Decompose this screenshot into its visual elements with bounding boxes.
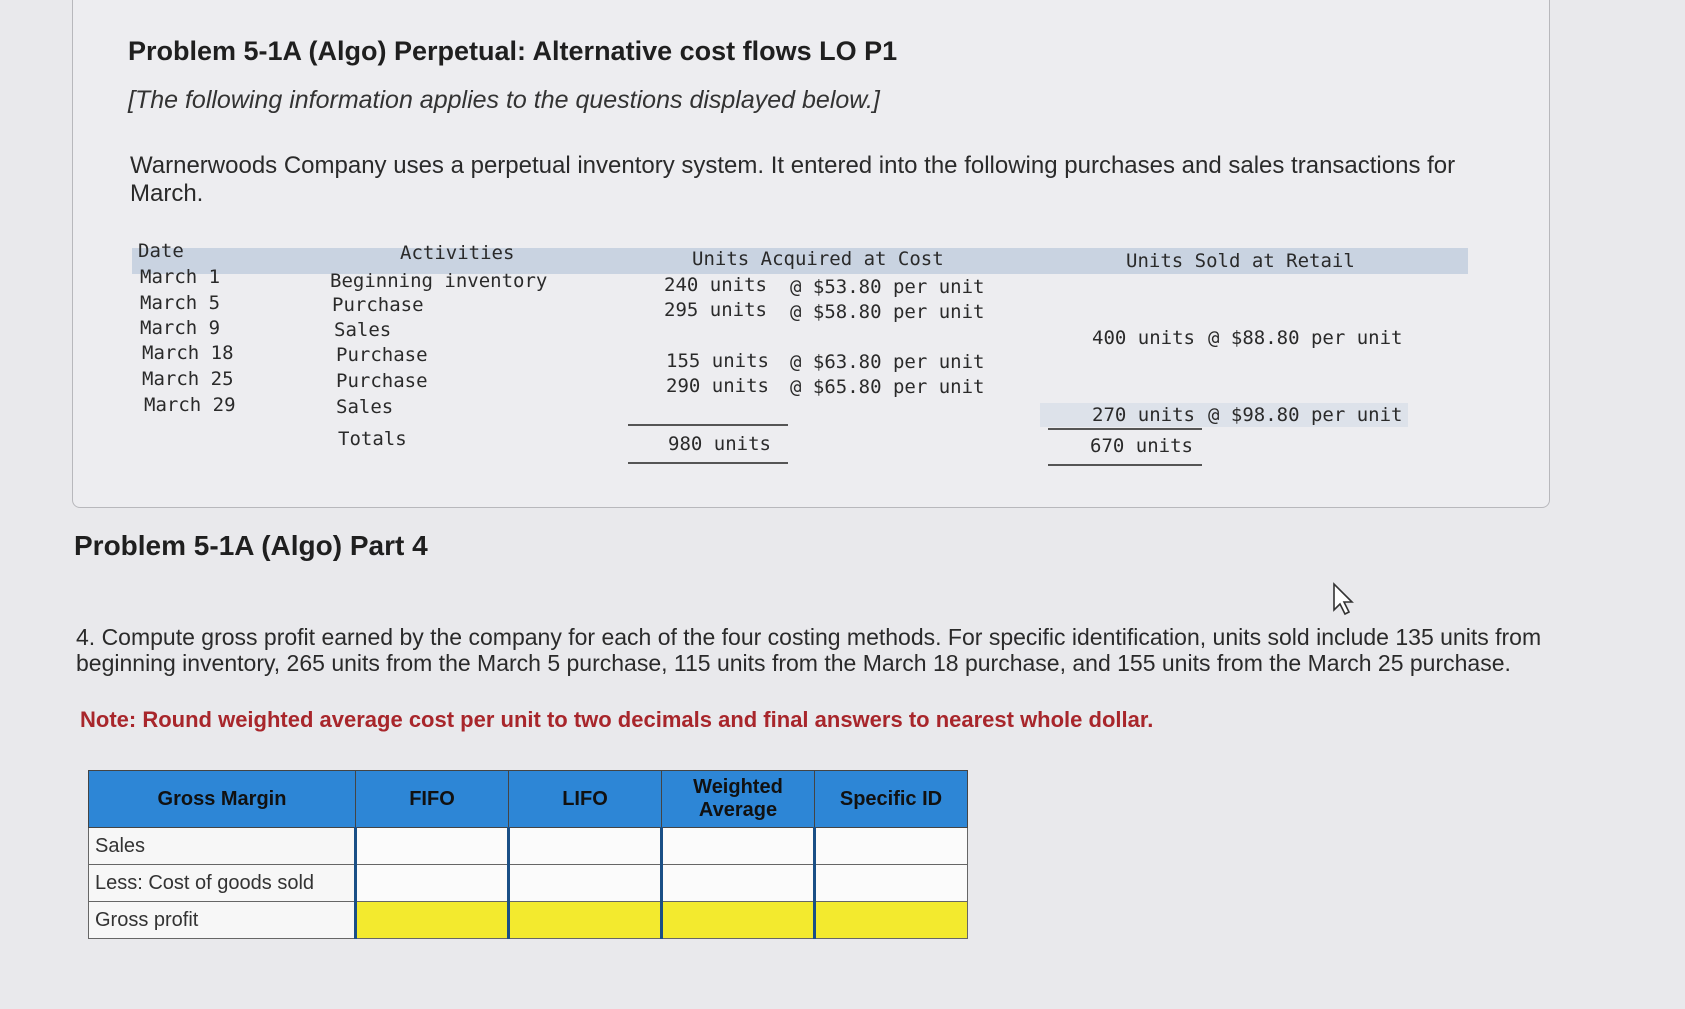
table-row	[89, 828, 968, 865]
row-date: March 25	[142, 368, 234, 390]
row-sold-units: 270 units	[1092, 404, 1195, 426]
cogs-lifo-input[interactable]	[509, 865, 662, 902]
col-header-gross-margin: Gross Margin	[89, 771, 356, 828]
row-acquired-cost: @ $65.80 per unit	[790, 376, 985, 398]
question-text: 4. Compute gross profit earned by the company for each of the four costing methods. For specific identification, units sold include 135 units from beginning inventory, 265 units from the March 5 purchase, 115 units from the March 18 purchase, and 155 units from the March 25 purchase.	[76, 624, 1542, 676]
row-sold-units: 400 units	[1092, 327, 1195, 349]
row-date: March 9	[140, 317, 221, 339]
row-date: March 29	[144, 394, 236, 416]
row-acquired-units: 240 units	[664, 274, 767, 296]
sold-total-rule	[1048, 464, 1202, 466]
sales-weighted-average-input[interactable]	[662, 828, 815, 865]
row-date: March 18	[142, 342, 234, 364]
row-label-sales: Sales	[89, 828, 356, 865]
row-activity: Purchase	[336, 344, 428, 366]
part-title: Problem 5-1A (Algo) Part 4	[74, 530, 428, 561]
row-acquired-cost: @ $53.80 per unit	[790, 276, 985, 298]
col-header-specific-id: Specific ID	[815, 771, 968, 828]
totals-label: Totals	[338, 428, 407, 450]
sales-lifo-input[interactable]	[509, 828, 662, 865]
row-date: March 1	[140, 266, 221, 288]
row-activity: Beginning inventory	[330, 270, 548, 292]
sales-fifo-input[interactable]	[356, 828, 509, 865]
header-activities: Activities	[400, 242, 515, 264]
acquired-total-rule	[628, 462, 788, 464]
gross-profit-fifo-input[interactable]	[356, 902, 509, 939]
col-header-lifo: LIFO	[509, 771, 662, 828]
header-date: Date	[138, 240, 184, 262]
problem-subtitle: [The following information applies to the questions displayed below.]	[128, 86, 880, 114]
row-label-gross-profit: Gross profit	[89, 902, 356, 939]
row-acquired-cost: @ $58.80 per unit	[790, 301, 985, 323]
mouse-pointer-icon	[1332, 582, 1356, 616]
row-activity: Purchase	[332, 294, 424, 316]
sales-specific-id-input[interactable]	[815, 828, 968, 865]
header-units-acquired: Units Acquired at Cost	[692, 248, 944, 270]
row-date: March 5	[140, 292, 221, 314]
gross-margin-table	[88, 770, 968, 939]
cogs-fifo-input[interactable]	[356, 865, 509, 902]
rounding-note: Note: Round weighted average cost per unit to two decimals and final answers to nearest whole dollar.	[80, 707, 1154, 732]
gross-profit-specific-id-input[interactable]	[815, 902, 968, 939]
row-label-cogs: Less: Cost of goods sold	[89, 865, 356, 902]
gross-profit-weighted-average-input[interactable]	[662, 902, 815, 939]
header-units-sold: Units Sold at Retail	[1126, 250, 1355, 272]
row-acquired-cost: @ $63.80 per unit	[790, 351, 985, 373]
col-header-fifo: FIFO	[356, 771, 509, 828]
row-acquired-units: 155 units	[666, 350, 769, 372]
gross-profit-lifo-input[interactable]	[509, 902, 662, 939]
totals-acquired: 980 units	[668, 433, 771, 455]
cogs-specific-id-input[interactable]	[815, 865, 968, 902]
totals-sold: 670 units	[1090, 435, 1193, 457]
row-activity: Sales	[334, 319, 392, 341]
row-activity: Purchase	[336, 370, 428, 392]
table-row	[89, 865, 968, 902]
cogs-weighted-average-input[interactable]	[662, 865, 815, 902]
problem-intro: Warnerwoods Company uses a perpetual inventory system. It entered into the following purchases and sales transactions for March.	[130, 152, 1456, 207]
row-sold-price: @ $98.80 per unit	[1208, 404, 1403, 426]
col-header-weighted-average: Weighted Average	[662, 771, 815, 828]
row-sold-price: @ $88.80 per unit	[1208, 327, 1403, 349]
problem-title: Problem 5-1A (Algo) Perpetual: Alternative cost flows LO P1	[128, 36, 898, 66]
table-row	[89, 902, 968, 939]
sold-subtotal-rule	[1048, 428, 1202, 430]
row-acquired-units: 295 units	[664, 299, 767, 321]
row-acquired-units: 290 units	[666, 375, 769, 397]
acquired-subtotal-rule	[628, 424, 788, 426]
row-activity: Sales	[336, 396, 394, 418]
